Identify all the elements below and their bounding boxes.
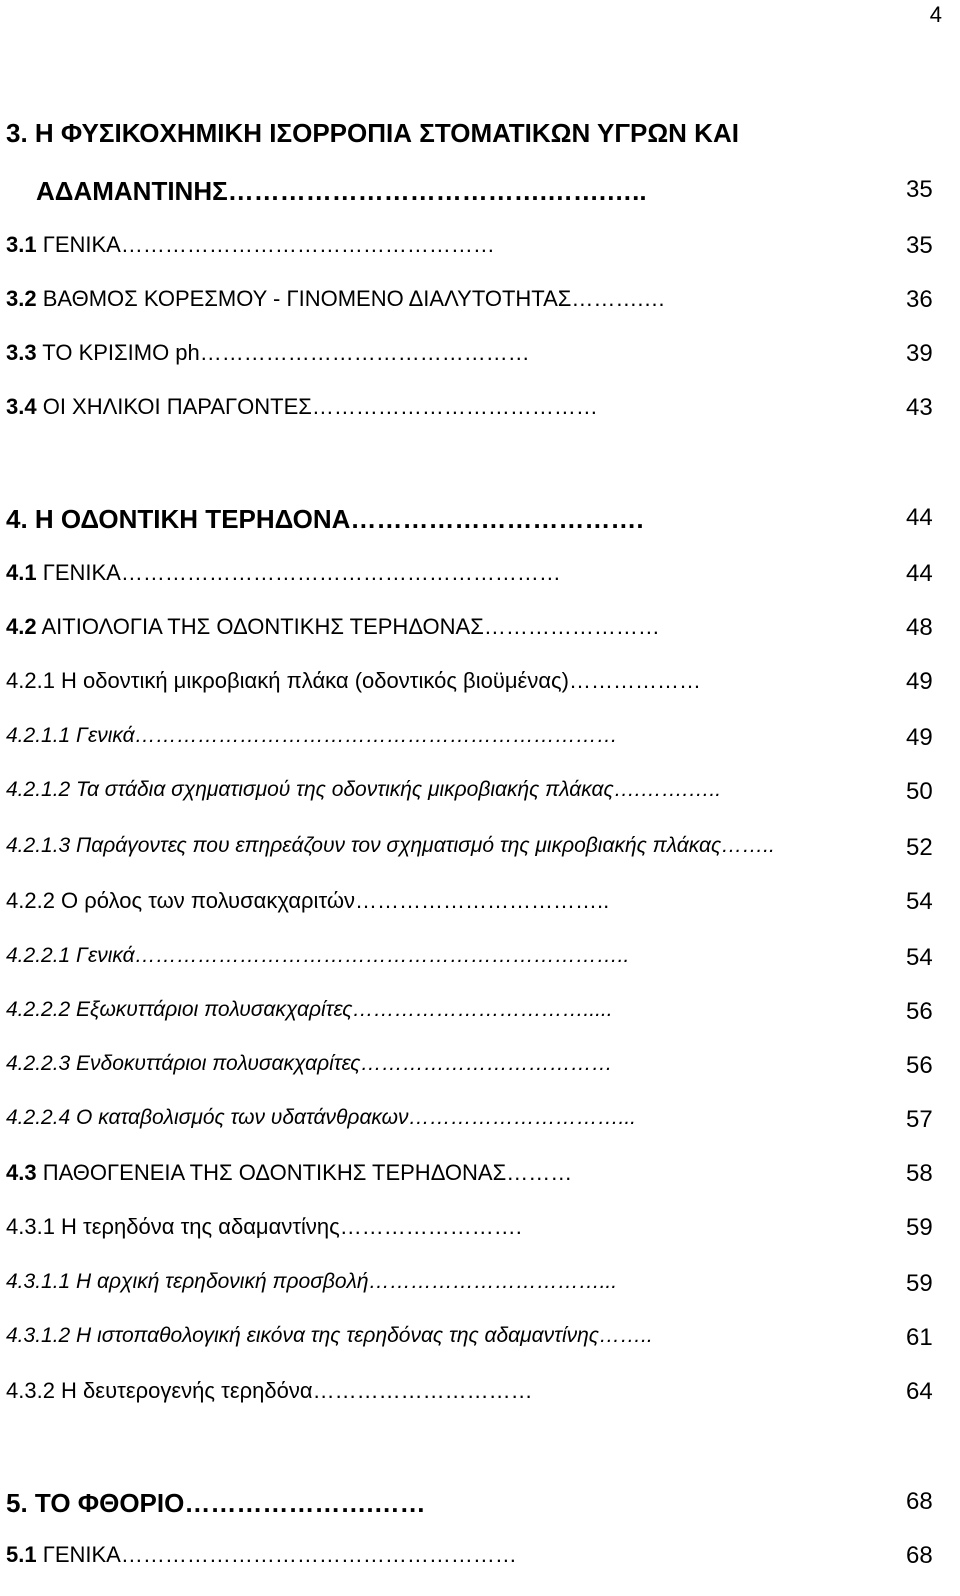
toc-entry-page: 44 bbox=[906, 504, 933, 531]
toc-entry-title: ΓΕΝΙΚΑ……………………………………………… bbox=[36, 1542, 517, 1567]
toc-entry-page: 56 bbox=[906, 998, 933, 1025]
toc-entry-page: 64 bbox=[906, 1378, 933, 1405]
toc-entry-title: ΠΑΘΟΓΕΝΕΙΑ ΤΗΣ ΟΔΟΝΤΙΚΗΣ ΤΕΡΗΔΟΝΑΣ……… bbox=[36, 1160, 573, 1185]
toc-entry-number: 4.1 bbox=[6, 560, 37, 585]
toc-entry-title: 4.2.1 Η οδοντική μικροβιακή πλάκα (οδοντικός βιοϋμένας)……………… bbox=[6, 668, 701, 693]
toc-entry-page: 49 bbox=[906, 724, 933, 751]
toc-entry-page: 35 bbox=[906, 232, 933, 259]
toc-entry-title: 4.2.2.4 Ο καταβολισμός των υδατάνθρακων…………………………... bbox=[6, 1106, 637, 1129]
toc-entry-title: Η ΦΥΣΙΚΟΧΗΜΙΚΗ ΙΣΟΡΡΟΠΙΑ ΣΤΟΜΑΤΙΚΩΝ ΥΓΡΩΝ ΚΑΙ bbox=[27, 118, 739, 148]
toc-entry-title: 4.2.2.2 Εξωκυττάριοι πολυσακχαρίτες……………………………..... bbox=[6, 998, 613, 1021]
toc-entry-number: 4. bbox=[6, 504, 28, 534]
toc-entry-title: ΑΙΤΙΟΛΟΓΙΑ ΤΗΣ ΟΔΟΝΤΙΚΗΣ ΤΕΡΗΔΟΝΑΣ…………………… bbox=[36, 614, 660, 639]
toc-entry-page: 57 bbox=[906, 1106, 933, 1133]
toc-entry-title: ΑΔΑΜΑΝΤΙΝΗΣ……………………………….…….….. bbox=[36, 176, 647, 206]
toc-entry-title: 4.3.1.2 Η ιστοπαθολογική εικόνα της τερηδόνας της αδαμαντίνης…….. bbox=[6, 1324, 653, 1347]
toc-entry-title: ΟΙ ΧΗΛΙΚΟΙ ΠΑΡΑΓΟΝΤΕΣ………………………………… bbox=[36, 394, 598, 419]
toc-entry-title: ΤΟ ΦΘΟΡΙΟ………………….…… bbox=[27, 1488, 426, 1518]
toc-entry-number: 5. bbox=[6, 1488, 28, 1518]
toc-entry-page: 35 bbox=[906, 176, 933, 203]
toc-entry-page: 43 bbox=[906, 394, 933, 421]
toc-entry-number: 3.2 bbox=[6, 286, 37, 311]
toc-entry-number: 4.2 bbox=[6, 614, 37, 639]
toc-entry-page: 52 bbox=[906, 834, 933, 861]
toc-entry-page: 59 bbox=[906, 1270, 933, 1297]
toc-entry-page: 44 bbox=[906, 560, 933, 587]
toc-entry-page: 68 bbox=[906, 1542, 933, 1569]
toc-entry-page: 49 bbox=[906, 668, 933, 695]
toc-entry-title: ΓΕΝΙΚΑ…………………………………………………… bbox=[36, 560, 561, 585]
toc-entry-page: 58 bbox=[906, 1160, 933, 1187]
toc-entry-page: 50 bbox=[906, 778, 933, 805]
toc-entry-title: 4.2.2 Ο ρόλος των πολυσακχαριτών…………………………….. bbox=[6, 888, 610, 913]
toc-entry-page: 61 bbox=[906, 1324, 933, 1351]
toc-entry-page: 48 bbox=[906, 614, 933, 641]
toc-entry-number: 3.4 bbox=[6, 394, 37, 419]
toc-entry-title: Η ΟΔΟΝΤΙΚΗ ΤΕΡΗΔΟΝΑ……………………………. bbox=[27, 504, 644, 534]
toc-entry-page: 54 bbox=[906, 944, 933, 971]
toc-entry-title: ΤΟ ΚΡΙΣΙΜΟ ph……………………………………… bbox=[36, 340, 530, 365]
toc-entry-page: 68 bbox=[906, 1488, 933, 1515]
toc-entry-title: ΒΑΘΜΟΣ ΚΟΡΕΣΜΟΥ - ΓΙΝΟΜΕΝΟ ΔΙΑΛΥΤΟΤΗΤΑΣ……….… bbox=[36, 286, 666, 311]
toc-entry-title: 4.2.1.3 Παράγοντες που επηρεάζουν τον σχηματισμό της μικροβιακής πλάκας…….. bbox=[6, 834, 775, 857]
toc-entry-number: 3.1 bbox=[6, 232, 37, 257]
toc-entry-page: 39 bbox=[906, 340, 933, 367]
toc-entry-title: 4.3.1.1 Η αρχική τερηδονική προσβολή……………………………... bbox=[6, 1270, 618, 1293]
toc-entry-number: 4.3 bbox=[6, 1160, 37, 1185]
toc-entry-title: 4.2.2.1 Γενικά…………………………………………………………….. bbox=[6, 944, 630, 967]
toc-entry-number: 3.3 bbox=[6, 340, 37, 365]
page-number: 4 bbox=[929, 2, 942, 27]
toc-entry-title: 4.2.1.2 Τα στάδια σχηματισμού της οδοντικής μικροβιακής πλάκας….…….….. bbox=[6, 778, 722, 801]
toc-entry-title: ΓΕΝΙΚΑ…………………………………………… bbox=[36, 232, 495, 257]
toc-entry-page: 54 bbox=[906, 888, 933, 915]
toc-entry-number: 5.1 bbox=[6, 1542, 37, 1567]
toc-entry-number: 3. bbox=[6, 118, 28, 148]
toc-entry-title: 4.2.1.1 Γενικά…………………………………………………………… bbox=[6, 724, 618, 747]
toc-entry-title: 4.3.2 Η δευτερογενής τερηδόνα………………………… bbox=[6, 1378, 533, 1403]
toc-entry-title: 4.3.1 Η τερηδόνα της αδαμαντίνης……………………. bbox=[6, 1214, 522, 1239]
toc-entry-page: 36 bbox=[906, 286, 933, 313]
toc-entry-page: 59 bbox=[906, 1214, 933, 1241]
toc-entry-title: 4.2.2.3 Ενδοκυττάριοι πολυσακχαρίτες……………………………… bbox=[6, 1052, 613, 1075]
toc-entry-page: 56 bbox=[906, 1052, 933, 1079]
